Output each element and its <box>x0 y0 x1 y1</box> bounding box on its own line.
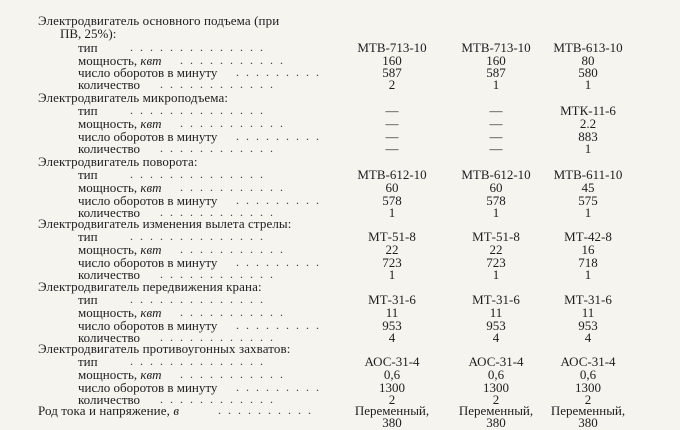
cell-value: 578 <box>486 193 506 208</box>
cell-value: 22 <box>385 242 399 257</box>
cell-value: 1 <box>584 77 592 92</box>
cell-value: 60 <box>489 180 503 195</box>
cell-value: 2 <box>492 392 500 407</box>
leader-dots: . . . . . . . . . . . . . . <box>130 167 265 181</box>
row-label: количество <box>78 77 141 92</box>
section-title: Электродвигатель изменения вылета стрелы: <box>38 216 292 231</box>
cell-value: МТВ-613-10 <box>553 40 623 55</box>
cell-value: МТВ-612-10 <box>357 167 427 182</box>
cell-value: 1 <box>584 205 592 220</box>
leader-dots: . . . . . . . . . . . . <box>160 205 275 219</box>
cell-value: 580 <box>578 65 598 80</box>
cell-value: 160 <box>382 53 402 68</box>
row-label: число оборотов в минуту <box>78 255 218 270</box>
cell-value: 2 <box>388 77 396 92</box>
cell-value: 1 <box>388 267 396 282</box>
cell-value: 1300 <box>379 380 405 395</box>
row-label: число оборотов в минуту <box>78 65 218 80</box>
cell-value: 2 <box>584 392 592 407</box>
cell-value: 45 <box>581 180 595 195</box>
row-label: тип <box>78 354 98 369</box>
cell-value: — <box>385 116 399 131</box>
cell-value: — <box>385 103 399 118</box>
row-label: количество <box>78 392 141 407</box>
leader-dots: . . . . . . . . . . . <box>180 367 285 381</box>
row-label: мощность, квт <box>78 305 162 320</box>
leader-dots: . . . . . . . . . . <box>218 403 313 417</box>
cell-value: — <box>385 129 399 144</box>
section-title: Электродвигатель основного подъема (при <box>38 13 280 28</box>
cell-value: МТВ-713-10 <box>461 40 531 55</box>
row-label: тип <box>78 40 98 55</box>
voltage-value: 380 <box>578 415 598 430</box>
leader-dots: . . . . . . . . . <box>236 255 321 269</box>
cell-value: 578 <box>382 193 402 208</box>
leader-dots: . . . . . . . . . <box>236 193 321 207</box>
row-label: тип <box>78 167 98 182</box>
cell-value: МТВ-713-10 <box>357 40 427 55</box>
current-type-value: Переменный, <box>354 403 430 418</box>
cell-value: 953 <box>578 318 598 333</box>
cell-value: 16 <box>581 242 595 257</box>
row-label: тип <box>78 229 98 244</box>
cell-value: 953 <box>486 318 506 333</box>
cell-value: 160 <box>486 53 506 68</box>
row-label: количество <box>78 205 141 220</box>
cell-value: 4 <box>388 330 396 345</box>
cell-value: 2.2 <box>579 116 597 131</box>
row-label: число оборотов в минуту <box>78 318 218 333</box>
current-label: Род тока и напряжение, в <box>38 403 180 418</box>
cell-value: АОС-31-4 <box>468 354 524 369</box>
leader-dots: . . . . . . . . . . . . . . <box>130 292 265 306</box>
row-label: тип <box>78 103 98 118</box>
row-label: число оборотов в минуту <box>78 193 218 208</box>
cell-value: 1 <box>492 205 500 220</box>
cell-value: 22 <box>489 242 503 257</box>
cell-value: 723 <box>382 255 402 270</box>
row-label: тип <box>78 292 98 307</box>
cell-value: МТ-31-6 <box>368 292 416 307</box>
leader-dots: . . . . . . . . . . . <box>180 305 285 319</box>
cell-value: — <box>489 103 503 118</box>
leader-dots: . . . . . . . . . . . <box>180 116 285 130</box>
leader-dots: . . . . . . . . . <box>236 318 321 332</box>
cell-value: МТВ-611-10 <box>553 167 623 182</box>
cell-value: 2 <box>388 392 396 407</box>
leader-dots: . . . . . . . . . <box>236 65 321 79</box>
cell-value: 0,6 <box>383 367 401 382</box>
cell-value: МТ-51-8 <box>368 229 416 244</box>
leader-dots: . . . . . . . . . . . . . . <box>130 40 265 54</box>
cell-value: — <box>489 141 503 156</box>
cell-value: — <box>489 129 503 144</box>
section-title: Электродвигатель микроподъема: <box>38 90 229 105</box>
cell-value: МТ-51-8 <box>472 229 520 244</box>
cell-value: 80 <box>581 53 595 68</box>
section-title: Электродвигатель поворота: <box>38 154 198 169</box>
row-label: мощность, квт <box>78 116 162 131</box>
voltage-value: 380 <box>486 415 506 430</box>
row-label: мощность, квт <box>78 242 162 257</box>
cell-value: 11 <box>489 305 503 320</box>
cell-value: 11 <box>385 305 399 320</box>
leader-dots: . . . . . . . . . <box>236 129 321 143</box>
leader-dots: . . . . . . . . . . . . . . <box>130 354 265 368</box>
cell-value: 587 <box>382 65 402 80</box>
leader-dots: . . . . . . . . . . . . <box>160 330 275 344</box>
row-label: количество <box>78 267 141 282</box>
cell-value: 1 <box>584 141 592 156</box>
cell-value: 1 <box>388 205 396 220</box>
cell-value: — <box>489 116 503 131</box>
leader-dots: . . . . . . . . . . . . <box>160 141 275 155</box>
section-title-continuation: ПВ, 25%): <box>60 26 117 41</box>
leader-dots: . . . . . . . . . . . <box>180 180 285 194</box>
row-label: мощность, квт <box>78 53 162 68</box>
cell-value: 883 <box>578 129 598 144</box>
cell-value: АОС-31-4 <box>364 354 420 369</box>
cell-value: 11 <box>581 305 595 320</box>
section-title: Электродвигатель противоугонных захватов: <box>38 341 291 356</box>
cell-value: 60 <box>385 180 399 195</box>
cell-value: 575 <box>578 193 598 208</box>
leader-dots: . . . . . . . . . . . . <box>160 267 275 281</box>
row-label: количество <box>78 330 141 345</box>
row-label: количество <box>78 141 141 156</box>
cell-value: 723 <box>486 255 506 270</box>
current-type-value: Переменный, <box>550 403 626 418</box>
cell-value: 0,6 <box>487 367 505 382</box>
leader-dots: . . . . . . . . . . . <box>180 242 285 256</box>
cell-value: 953 <box>382 318 402 333</box>
cell-value: 1300 <box>575 380 601 395</box>
cell-value: 1 <box>584 267 592 282</box>
current-type-value: Переменный, <box>458 403 534 418</box>
cell-value: 0,6 <box>579 367 597 382</box>
cell-value: МТ-42-8 <box>564 229 612 244</box>
leader-dots: . . . . . . . . . . . <box>180 53 285 67</box>
leader-dots: . . . . . . . . . <box>236 380 321 394</box>
leader-dots: . . . . . . . . . . . . . . <box>130 103 265 117</box>
leader-dots: . . . . . . . . . . . . <box>160 77 275 91</box>
section-title: Электродвигатель передвижения крана: <box>38 279 262 294</box>
cell-value: МТВ-612-10 <box>461 167 531 182</box>
cell-value: МТ-31-6 <box>564 292 612 307</box>
leader-dots: . . . . . . . . . . . . <box>160 392 275 406</box>
cell-value: 1 <box>492 77 500 92</box>
cell-value: 718 <box>578 255 598 270</box>
row-label: мощность, квт <box>78 367 162 382</box>
row-label: мощность, квт <box>78 180 162 195</box>
cell-value: — <box>385 141 399 156</box>
row-label: число оборотов в минуту <box>78 129 218 144</box>
row-label: число оборотов в минуту <box>78 380 218 395</box>
cell-value: 4 <box>584 330 592 345</box>
cell-value: 1 <box>492 267 500 282</box>
voltage-value: 380 <box>382 415 402 430</box>
leader-dots: . . . . . . . . . . . . . . <box>130 229 265 243</box>
cell-value: МТ-31-6 <box>472 292 520 307</box>
cell-value: 587 <box>486 65 506 80</box>
cell-value: АОС-31-4 <box>560 354 616 369</box>
cell-value: 1300 <box>483 380 509 395</box>
cell-value: 4 <box>492 330 500 345</box>
cell-value: МТК-11-6 <box>560 103 616 118</box>
